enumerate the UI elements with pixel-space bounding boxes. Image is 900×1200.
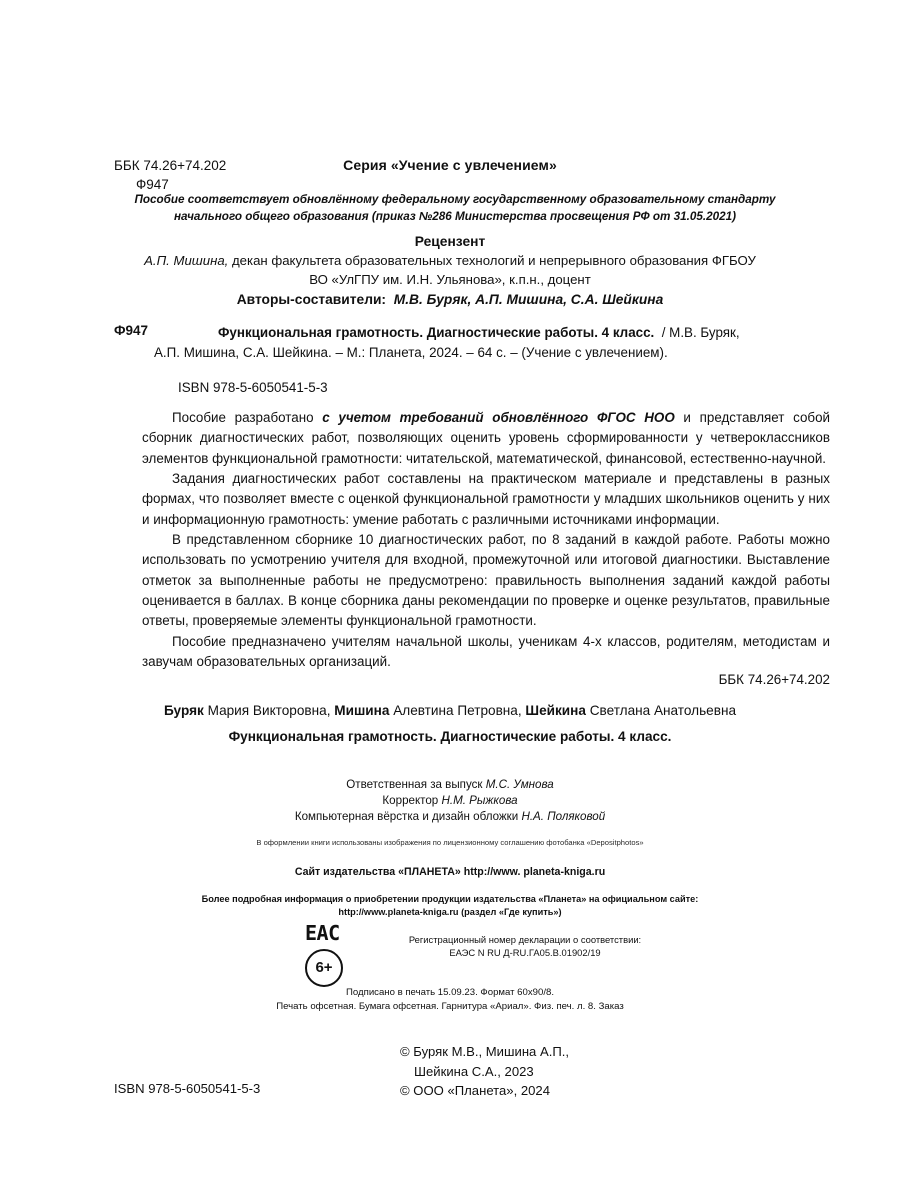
staff-role-editor: Ответственная за выпуск bbox=[346, 778, 486, 791]
imprint-authors bbox=[0, 703, 900, 718]
reviewer-heading: Рецензент bbox=[414, 234, 486, 249]
imprint-author1-lastname: Буряк bbox=[163, 703, 204, 718]
annotation-paragraph-2: Задания диагностических работ составлены на практическом материале и представлены в разных формах, что позволяет вместе с оценкой функциональной грамотности у младших школьников оценить у них и информационную грамотность: умение работать с различными источниками информации. bbox=[142, 471, 830, 527]
reviewer-position: декан факультета образовательных технологий и непрерывного bbox=[228, 253, 626, 268]
bbk-code-bottom: ББК 74.26+74.202 bbox=[718, 672, 830, 687]
more-info-line2[interactable]: http://www.planeta-kniga.ru (раздел «Где купить») bbox=[338, 907, 562, 918]
imprint-author3-firstname: Светлана Анатольевна bbox=[585, 703, 737, 718]
isbn-bottom: ISBN 978-5-6050541-5-3 bbox=[114, 1081, 261, 1096]
imprint-author2-lastname: Мишина bbox=[334, 703, 390, 718]
more-info-block bbox=[130, 893, 770, 919]
annotation-paragraph-1 bbox=[142, 408, 830, 469]
staff-name-layout: Н.А. Поляковой bbox=[521, 810, 606, 824]
declaration-number: ЕАЭС N RU Д-RU.ГА05.В.01902/19 bbox=[449, 947, 601, 959]
age-rating-badge-icon: 6+ bbox=[305, 949, 343, 987]
production-staff bbox=[0, 777, 900, 826]
imprint-book-title: Функциональная грамотность. Диагностические работы. 4 класс. bbox=[228, 729, 672, 744]
more-info-line1: Более подробная информация о приобретении продукции издательства «Планета» на официальном сайте: bbox=[201, 894, 699, 904]
declaration-number-block bbox=[360, 933, 690, 959]
staff-role-corrector: Корректор bbox=[382, 794, 442, 808]
staff-name-corrector: Н.М. Рыжкова bbox=[441, 794, 518, 808]
copyright-authors-line1: © Буряк М.В., Мишина А.П., bbox=[400, 1044, 570, 1059]
authors-names: М.В. Буряк, А.П. Мишина, С.А. Шейкина bbox=[393, 292, 664, 307]
catalog-card bbox=[154, 323, 830, 363]
catalog-imprint-2: А.П. Мишина, С.А. Шейкина. – М.: Планета, 2024. – 64 с. – (Учение с увлечением). bbox=[154, 345, 668, 360]
reviewer-name: А.П. Мишина, bbox=[144, 253, 229, 268]
annotation-paragraph-3: В представленном сборнике 10 диагностических работ, по 8 заданий в каждой работе. Работы можно использовать по усмотрению учителя для входной, промежуточной или итоговой диагностики. Выставление отметок за выполненные работы не предусмотрено: правильность выполнения заданий каждой работы оценивается в баллах. В конце сборника даны рекомендации по проверке и оценке результатов, правильные ответы, проверяемые элементы функциональной грамотности. bbox=[142, 532, 830, 629]
standard-note-line1: Пособие соответствует обновлённому федеральному государственному образовательному стандарту bbox=[134, 193, 776, 206]
isbn-top: ISBN 978-5-6050541-5-3 bbox=[178, 380, 328, 395]
publisher-website-line[interactable]: Сайт издательства «ПЛАНЕТА» http://www. planeta-kniga.ru bbox=[294, 866, 606, 878]
print-info-line1: Подписано в печать 15.09.23. Формат 60x90/8. bbox=[346, 987, 554, 998]
imprint-author3-lastname: Шейкина bbox=[525, 703, 586, 718]
copyright-authors-line2: Шейкина С.А., 2023 bbox=[414, 1063, 534, 1079]
standard-compliance-note bbox=[110, 192, 800, 225]
eac-letters-icon: EAC bbox=[305, 921, 340, 945]
photobank-note: В оформлении книги использованы изображения по лицензионному соглашению фотобанка «Depositphotos» bbox=[256, 838, 644, 847]
staff-row-corrector bbox=[0, 793, 900, 809]
annotation-paragraph-4: Пособие предназначено учителям начальной школы, ученикам 4-х классов, родителям, методистам и завучам образовательных организаций. bbox=[142, 633, 830, 670]
staff-name-editor: М.С. Умнова bbox=[485, 778, 554, 791]
eac-conformity-mark bbox=[303, 922, 359, 988]
authors-label: Авторы-составители: bbox=[236, 292, 387, 307]
catalog-title: Функциональная грамотность. Диагностические работы. 4 класс. bbox=[218, 325, 655, 340]
imprint-author1-firstname: Мария Викторовна, bbox=[203, 703, 335, 718]
staff-row-layout bbox=[0, 809, 900, 825]
annotation-p1-a: Пособие разработано bbox=[172, 410, 323, 425]
series-title: Серия «Учение с увлечением» bbox=[343, 157, 557, 173]
catalog-imprint-1: / М.В. Буряк, bbox=[661, 325, 740, 340]
annotation-p1-highlight: с учетом требований обновлённого ФГОС НОО bbox=[322, 410, 675, 425]
staff-role-layout: Компьютерная вёрстка и дизайн обложки bbox=[294, 810, 522, 824]
author-sign-code: Ф947 bbox=[136, 177, 169, 192]
authors-compilers-line bbox=[0, 292, 900, 307]
staff-row-editor bbox=[0, 777, 900, 793]
reviewer-details bbox=[140, 252, 760, 289]
standard-note-line2: начального общего образования (приказ №286 Министерства просвещения РФ от 31.05.2021) bbox=[173, 209, 737, 223]
catalog-code: Ф947 bbox=[114, 323, 149, 338]
reviewer-affiliation: образования ФГБОУ ВО «УлГПУ им. И.Н. Ульянова», к.п.н., доцент bbox=[309, 253, 756, 287]
declaration-label: Регистрационный номер декларации о соответствии: bbox=[408, 934, 642, 945]
print-info-line2: Печать офсетная. Бумага офсетная. Гарнитура «Ариал». Физ. печ. л. 8. Заказ bbox=[276, 1000, 624, 1012]
copyright-block bbox=[400, 1042, 798, 1101]
annotation-p1-c: и представляет собой сборник диагностических работ, позволяющих оценить уровень сформированности у четвероклассников элементов функциональной грамотности: читательской, математической, финансовой, естественно-научной. bbox=[142, 410, 831, 466]
annotation-block bbox=[142, 408, 830, 672]
imprint-author2-firstname: Алевтина Петровна, bbox=[389, 703, 526, 718]
bbk-code: ББК 74.26+74.202 bbox=[114, 158, 227, 173]
print-info-block bbox=[0, 986, 900, 1013]
copyright-publisher: © ООО «Планета», 2024 bbox=[400, 1083, 550, 1098]
